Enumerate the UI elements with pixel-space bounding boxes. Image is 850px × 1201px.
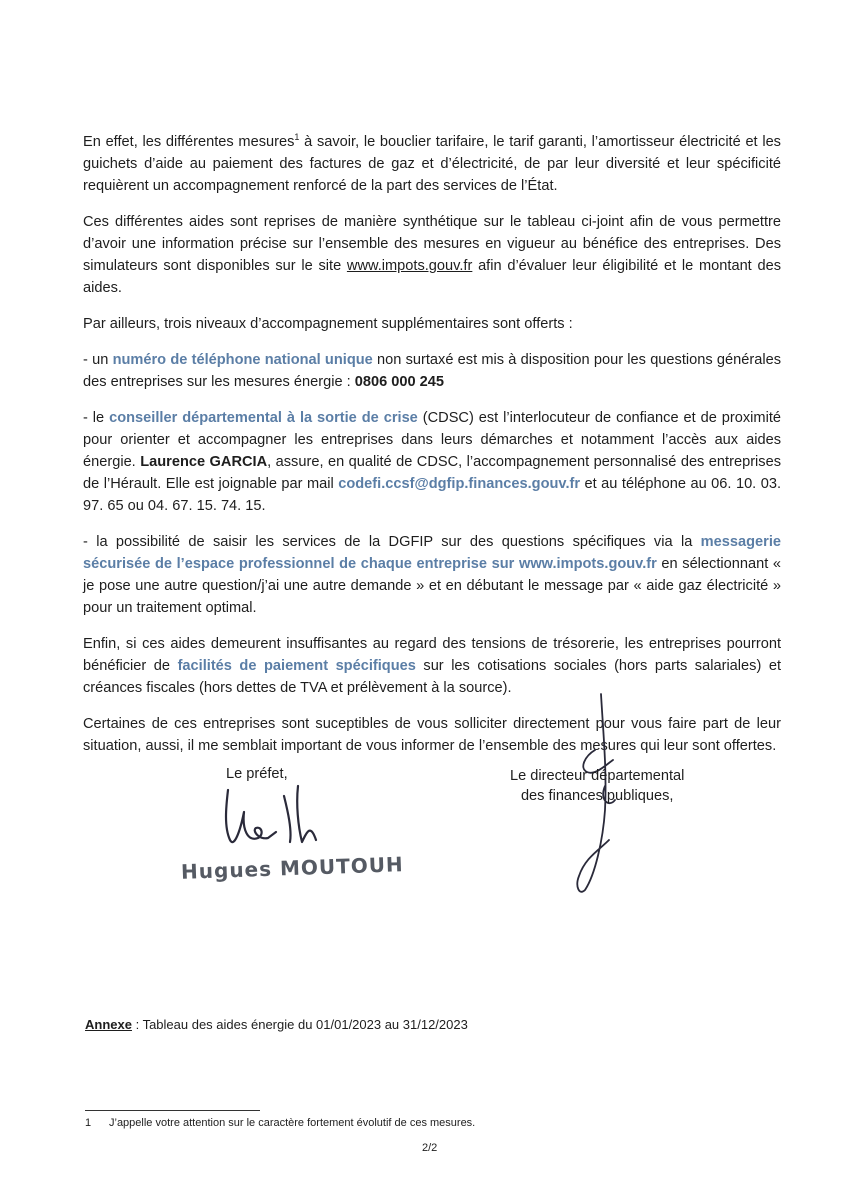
cdsc-email[interactable]: codefi.ccsf@dgfip.finances.gouv.fr: [338, 476, 581, 492]
annexe-line: [85, 1017, 468, 1032]
footnote-divider: [85, 1110, 260, 1111]
paragraph-messagerie: - la possibilité de saisir les services de la DGFIP sur des questions spécifiques via la messagerie sécurisée de l’espace professionnel de chaque entreprise sur www.impots.gouv.fr en sélectionnant « je pose une autre question/j’ai une autre demande » et en débutant le message par « aide gaz électricité » pour un traitement optimal.: [83, 534, 782, 616]
director-title: Le directeur départemental des finances publiques,: [510, 768, 685, 804]
highlight-telephone: numéro de téléphone national unique: [112, 352, 373, 368]
prefet-signature: [218, 782, 328, 852]
paragraph-mesures: En effet, les différentes mesures$^1$ à savoir, le bouclier tarifaire, le tarif garanti, l’amortisseur électricité et les guichets d’aide au paiement des factures de gaz et d’électricité, de par leur diversité et leur spécificité requièrent un accompagnement renforcé de la part des services de l’État.: [83, 132, 781, 194]
highlight-messagerie: messagerie sécurisée de l’espace professionnel de chaque entreprise sur: [83, 534, 781, 572]
paragraph-cdsc: - le conseiller départemental à la sortie de crise (CDSC) est l’interlocuteur de confiance et de proximité pour orienter et accompagner les entreprises dans leurs démarches et notamment l’accès aux aides énergie. Laurence GARCIA, assure, en qualité de CDSC, l’accompagnement personnalisé des entreprises de l’Hérault. Elle est joignable par mail codefi.ccsf@dgfip.finances.gouv.fr et au téléphone au 06. 10. 03. 97. 65 ou 04. 67. 15. 74. 15.: [83, 410, 782, 514]
paragraph-facilites: Enfin, si ces aides demeurent insuffisantes au regard des tensions de trésorerie, les entreprises pourront bénéficier de facilités de paiement spécifiques sur les cotisations sociales (hors parts salariales) et créances fiscales (hors dettes de TVA et prélèvement à la source).: [83, 636, 782, 696]
highlight-cdsc: conseiller départemental à la sortie de crise: [109, 410, 418, 426]
prefet-name-stamp: Hugues MOUTOUH: [180, 852, 405, 884]
footnote-ref: 1: [294, 132, 300, 143]
footnote-text: J’appelle votre attention sur le caractère fortement évolutif de ces mesures.: [109, 1117, 476, 1129]
impots-link[interactable]: www.impots.gouv.fr: [346, 258, 473, 274]
letter-body: [83, 131, 781, 771]
impots-site-link[interactable]: www.impots.gouv.fr: [518, 556, 657, 572]
footnote-number: 1: [85, 1117, 92, 1129]
footnote: [85, 1117, 475, 1129]
prefet-label: Le préfet,: [226, 766, 288, 782]
highlight-facilites: facilités de paiement spécifiques: [177, 658, 416, 674]
paragraph-intro-niveaux: Par ailleurs, trois niveaux d’accompagnement supplémentaires sont offerts :: [83, 316, 573, 332]
annexe-label: Annexe: [85, 1017, 132, 1032]
annexe-text: : Tableau des aides énergie du 01/01/2023 au 31/12/2023: [131, 1017, 468, 1032]
cdsc-name: Laurence GARCIA: [140, 454, 268, 470]
phone-number: 0806 000 245: [354, 374, 445, 390]
paragraph-simulateurs: Ces différentes aides sont reprises de manière synthétique sur le tableau ci-joint afin de vous permettre d’avoir une information précise sur l’ensemble des mesures en vigueur au bénéfice des entreprises. Des simulateurs sont disponibles sur le site www.impots.gouv.fr afin d’évaluer leur éligibilité et le montant des aides.: [83, 214, 781, 296]
paragraph-conclusion: Certaines de ces entreprises sont suceptibles de vous solliciter directement pour vous faire part de leur situation, aussi, il me semblait important de vous informer de l’ensemble des mesures qui leur sont offertes.: [83, 716, 781, 754]
page-number: 2/2: [422, 1142, 438, 1154]
paragraph-telephone: - un numéro de téléphone national unique non surtaxé est mis à disposition pour les questions générales des entreprises sur les mesures énergie : 0806 000 245: [83, 352, 781, 390]
